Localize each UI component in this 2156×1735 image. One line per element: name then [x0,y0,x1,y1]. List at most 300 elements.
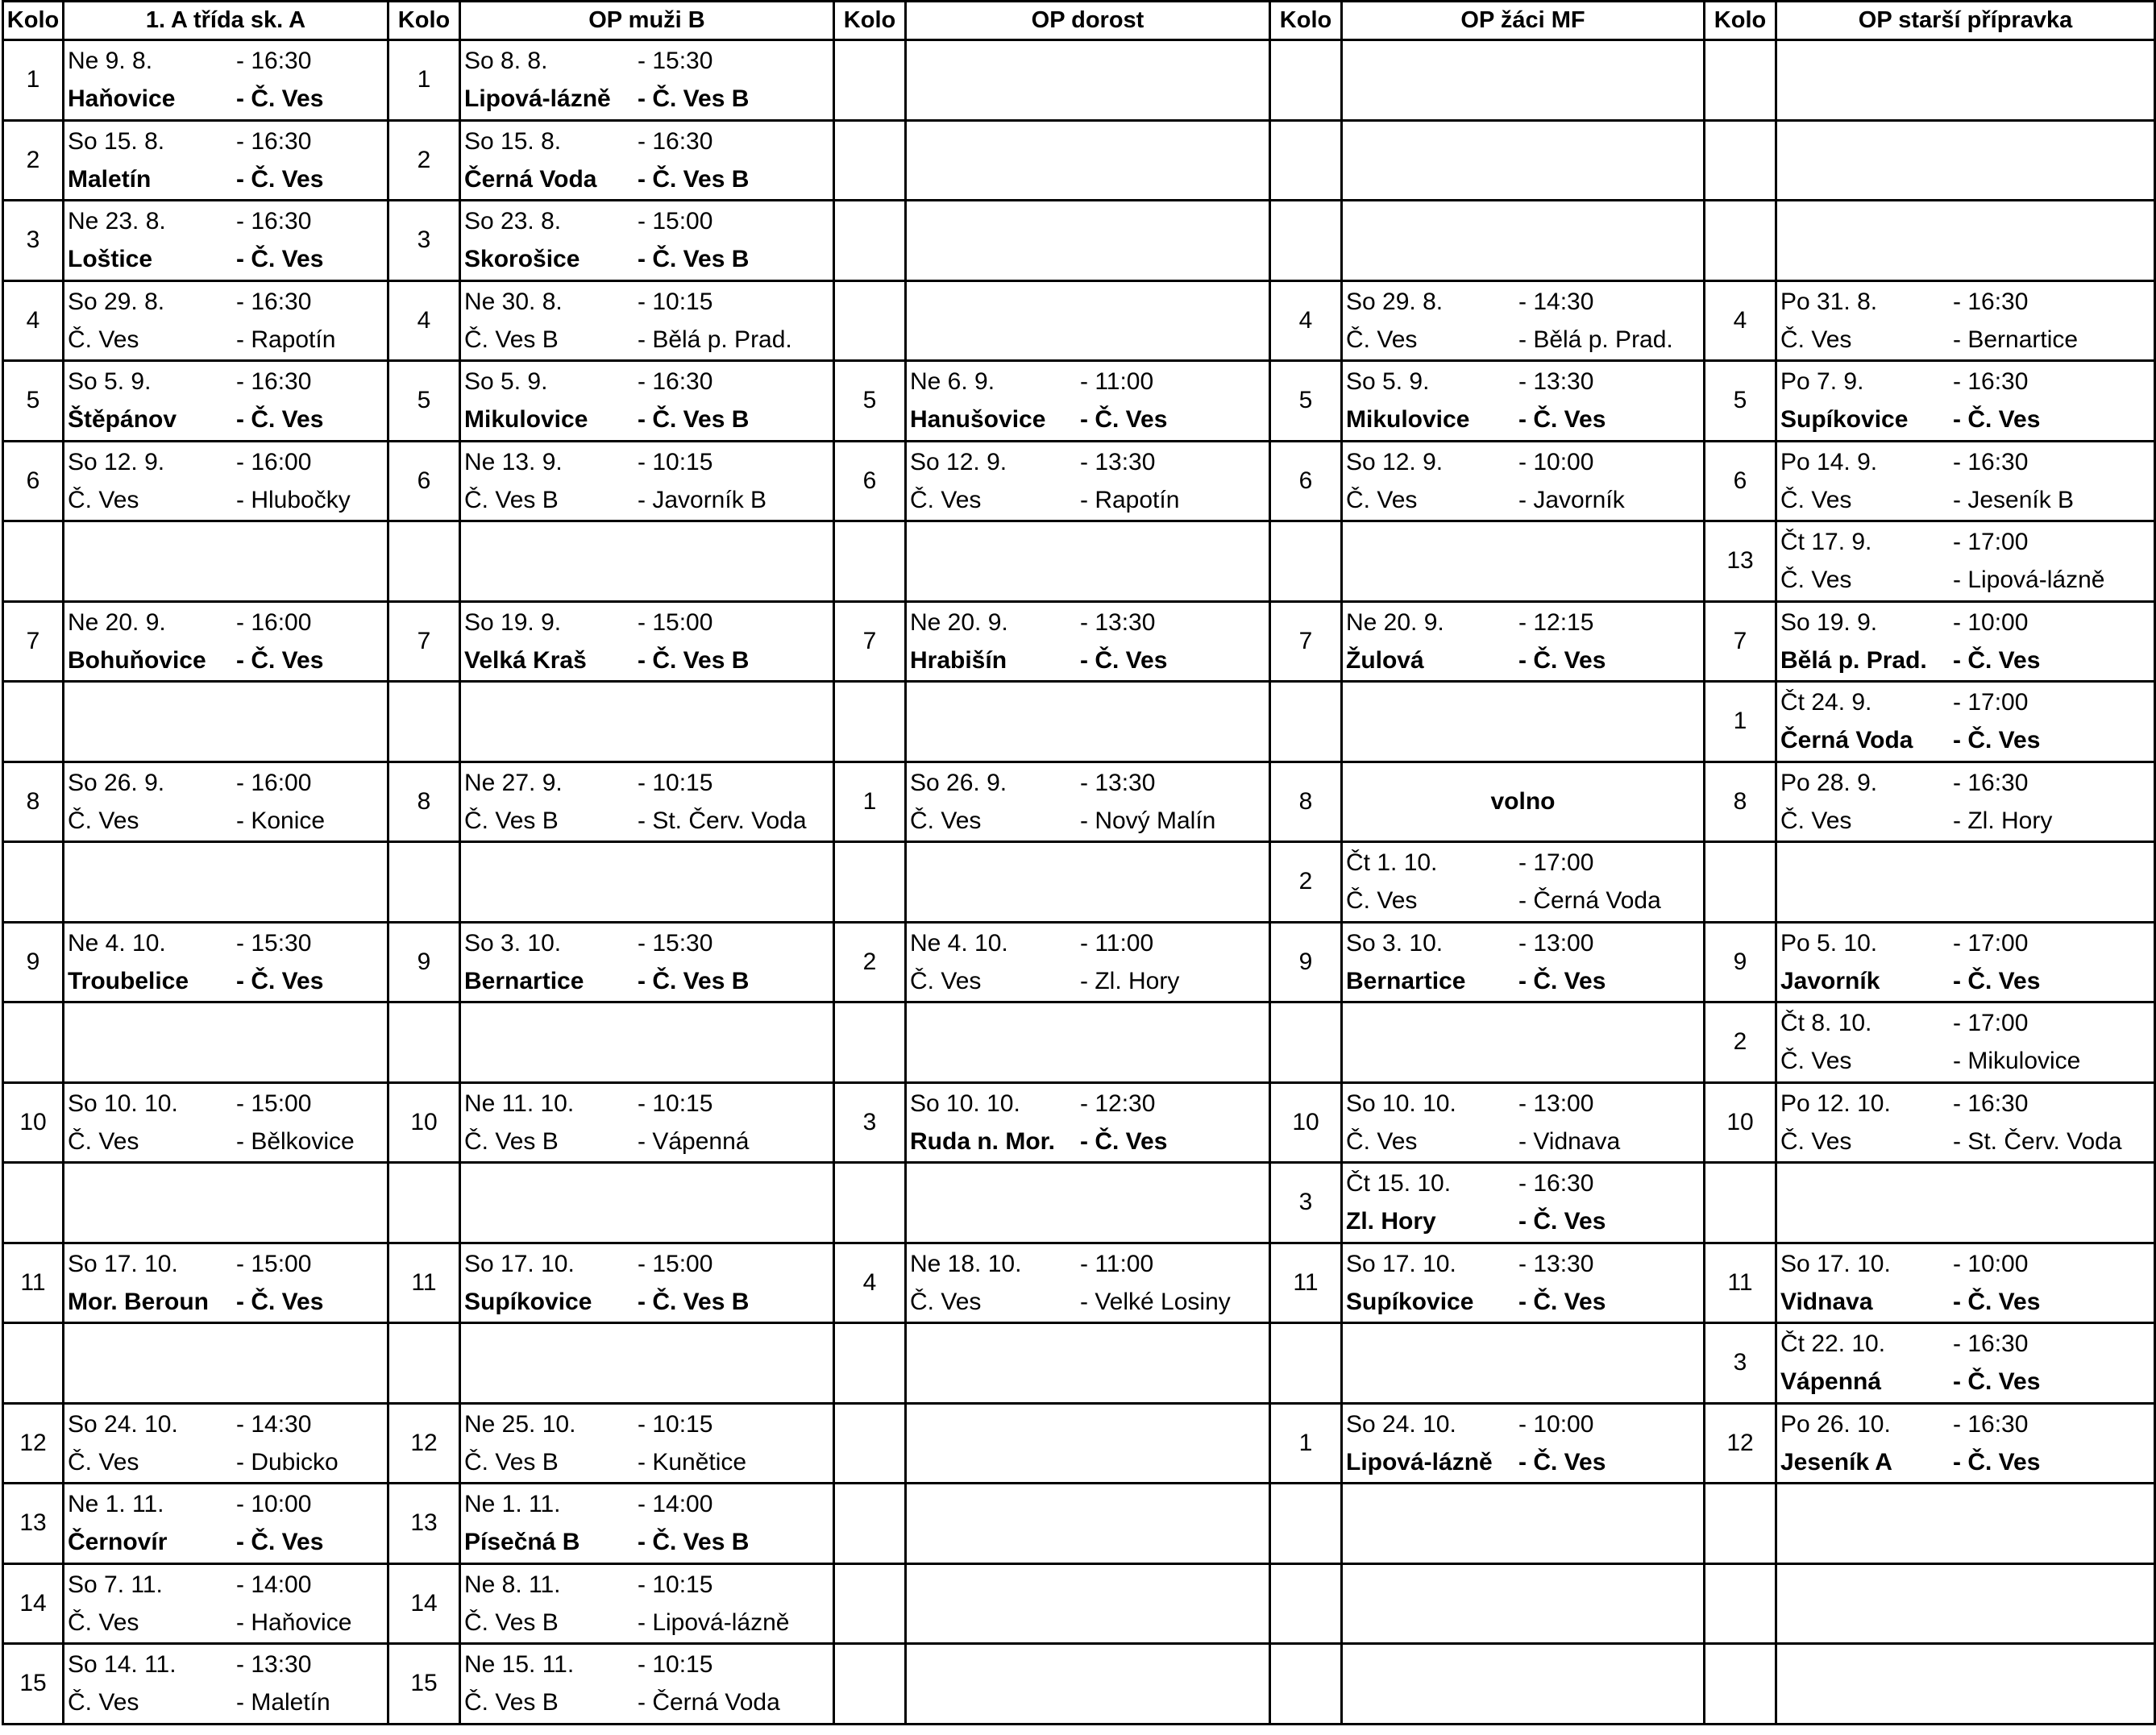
kickoff-time: - 16:30 [1953,1410,2029,1438]
match-teams-line [64,962,387,1000]
empty-round-cell [388,842,460,923]
match-teams-line [64,1443,387,1481]
match-date-time-line [64,122,387,160]
match-teams-line [461,481,833,519]
match-cell [1342,361,1705,442]
home-team: Č. Ves [1780,807,1852,834]
round-number: 8 [1270,762,1342,842]
kickoff-time: - 10:15 [638,769,713,796]
home-team: Ruda n. Mor. [910,1127,1055,1155]
empty-cell [1342,682,1705,762]
empty-cell [906,1163,1270,1243]
schedule-row [3,280,2155,361]
round-number: 1 [1270,1403,1342,1484]
empty-round-cell [834,682,906,762]
match-cell [64,441,388,521]
match-date-time-line [1343,1405,1703,1443]
empty-round-cell [834,521,906,602]
match-cell [1776,682,2155,762]
kickoff-time: - 13:30 [1080,769,1156,796]
match-entry [1777,1004,2154,1080]
match-teams-line [461,1443,833,1481]
kickoff-time: - 16:00 [236,448,312,475]
round-number: 5 [834,361,906,442]
match-cell [64,1563,388,1644]
schedule-row [3,361,2155,442]
match-teams-line [1343,962,1703,1000]
match-date: Ne 13. 9. [464,448,563,475]
match-date: Čt 1. 10. [1346,849,1438,877]
kickoff-time: - 14:00 [638,1491,713,1518]
away-team: - Č. Ves [1080,646,1168,674]
home-team: Troubelice [68,967,189,994]
kickoff-time: - 17:00 [1953,1010,2029,1037]
home-team: Bernartice [464,967,584,994]
match-date: So 5. 9. [1346,368,1430,396]
away-team: - Č. Ves [236,246,324,273]
match-cell [460,120,834,201]
match-date-time-line [1777,1325,2154,1363]
match-cell [1776,1323,2155,1404]
round-number: 2 [3,120,64,201]
match-date: So 12. 9. [68,448,165,475]
match-date: So 24. 10. [68,1410,178,1438]
round-number: 4 [1270,280,1342,361]
empty-cell [1342,1323,1705,1404]
away-team: - Č. Ves [236,967,324,994]
match-date-time-line [1777,443,2154,481]
home-team: Č. Ves [1346,326,1418,353]
kickoff-time: - 10:15 [638,1090,713,1117]
match-cell [1342,1243,1705,1323]
home-team: Č. Ves B [464,326,559,353]
match-teams-line [64,160,387,198]
round-number: 14 [388,1563,460,1644]
match-entry [461,443,833,519]
schedule-row [3,1644,2155,1725]
match-teams-line [1343,1202,1703,1240]
match-date-time-line [461,924,833,962]
match-teams-line [461,1604,833,1642]
round-number: 5 [3,361,64,442]
empty-round-cell [834,1563,906,1644]
away-team: - Dubicko [236,1448,339,1476]
match-teams-line [1343,641,1703,679]
match-date: Ne 15. 11. [464,1651,575,1679]
home-team: Javorník [1780,967,1880,994]
match-date-time-line [461,363,833,401]
match-date: Po 7. 9. [1780,368,1864,396]
round-number: 12 [3,1403,64,1484]
round-number: 11 [1270,1243,1342,1323]
schedule-row [3,521,2155,602]
empty-round-cell [3,521,64,602]
schedule-row [3,201,2155,281]
match-entry [907,443,1269,519]
match-entry [64,1646,387,1721]
match-date-time-line [461,1405,833,1443]
match-date-time-line [64,1405,387,1443]
match-date-time-line [1343,1245,1703,1283]
match-entry [907,604,1269,679]
kickoff-time: - 10:00 [1953,608,2029,636]
home-team: Černá Voda [1780,727,1913,754]
match-date-time-line [461,1085,833,1123]
round-number: 5 [388,361,460,442]
kickoff-time: - 11:00 [1080,929,1154,957]
kickoff-time: - 16:30 [236,208,312,235]
schedule-row [3,1403,2155,1484]
empty-cell [1776,1163,2155,1243]
match-entry [1777,1085,2154,1160]
empty-round-cell [1705,842,1776,923]
match-date-time-line [64,764,387,802]
match-cell [64,922,388,1002]
home-team: Č. Ves [910,967,982,994]
away-team: - Č. Ves B [638,1288,750,1315]
round-number: 3 [1270,1163,1342,1243]
schedule-row [3,1002,2155,1083]
away-team: - Rapotín [1080,486,1180,513]
match-cell [460,40,834,121]
empty-cell [906,40,1270,121]
match-date: So 26. 9. [68,769,165,796]
away-team: - Č. Ves [1518,646,1606,674]
away-team: - Javorník B [638,486,767,513]
column-header-op-starsi-pripravka: OP starší přípravka [1776,2,2155,40]
schedule-row [3,762,2155,842]
empty-round-cell [388,521,460,602]
round-number: 14 [3,1563,64,1644]
home-team: Č. Ves [910,807,982,834]
kickoff-time: - 14:30 [236,1410,312,1438]
empty-cell [1776,842,2155,923]
schedule-row [3,1163,2155,1243]
match-cell [906,601,1270,682]
home-team: Č. Ves [1780,326,1852,353]
empty-cell [1342,1484,1705,1564]
match-date: Po 12. 10. [1780,1090,1891,1117]
column-header-op-zaci-mf: OP žáci MF [1342,2,1705,40]
round-number: 7 [1270,601,1342,682]
kickoff-time: - 13:30 [1080,448,1156,475]
match-teams-line [1343,1443,1703,1481]
match-date: So 29. 8. [1346,288,1444,315]
schedule-row [3,120,2155,201]
away-team: - Lipová-lázně [638,1608,790,1636]
away-team: - Č. Ves [1953,1368,2041,1396]
kickoff-time: - 16:30 [1518,1170,1594,1197]
round-number: 1 [1705,682,1776,762]
round-number: 11 [388,1243,460,1323]
match-entry [64,1085,387,1160]
match-date: So 26. 9. [910,769,1007,796]
round-number: 4 [1705,280,1776,361]
match-entry [1343,1245,1703,1321]
match-entry [461,1646,833,1721]
kickoff-time: - 10:15 [638,288,713,315]
match-date-time-line [907,604,1269,641]
away-team: - Č. Ves B [638,1529,750,1556]
schedule-row [3,842,2155,923]
round-number: 3 [1705,1323,1776,1404]
match-date-time-line [461,764,833,802]
round-number: 12 [388,1403,460,1484]
match-teams-line [907,1283,1269,1321]
empty-cell [906,1002,1270,1083]
match-entry [461,764,833,840]
kickoff-time: - 17:00 [1953,529,2029,556]
home-team: Č. Ves B [464,1448,559,1476]
round-number: 1 [834,762,906,842]
empty-cell [64,1323,388,1404]
match-entry [1343,1405,1703,1481]
round-number: 10 [1705,1082,1776,1163]
match-date: So 5. 9. [68,368,152,396]
match-cell [460,922,834,1002]
empty-round-cell [3,682,64,762]
home-team: Velká Kraš [464,646,587,674]
match-date: So 8. 8. [464,48,548,75]
match-date-time-line [1777,1405,2154,1443]
match-date: So 23. 8. [464,208,562,235]
away-team: - Č. Ves [1953,646,2041,674]
empty-round-cell [1705,1563,1776,1644]
home-team: Maletín [68,165,152,193]
round-number: 7 [1705,601,1776,682]
empty-cell [460,1002,834,1083]
match-cell [906,1082,1270,1163]
match-date-time-line [461,1245,833,1283]
round-number: 3 [388,201,460,281]
match-date-time-line [1343,443,1703,481]
home-team: Bernartice [1346,967,1466,994]
match-entry [907,764,1269,840]
match-entry [461,924,833,1000]
round-number: 8 [3,762,64,842]
kickoff-time: - 16:30 [236,127,312,155]
round-number: 7 [3,601,64,682]
home-team: Lipová-lázně [1346,1448,1493,1476]
match-teams-line [461,1123,833,1160]
match-date: So 17. 10. [1346,1250,1456,1277]
home-team: Č. Ves B [464,1127,559,1155]
schedule-row [3,1323,2155,1404]
round-number: 3 [834,1082,906,1163]
match-teams-line [907,802,1269,840]
round-number: 12 [1705,1403,1776,1484]
away-team: - Č. Ves [236,406,324,434]
match-date: Ne 11. 10. [464,1090,575,1117]
match-entry [461,1085,833,1160]
away-team: - Hlubočky [236,486,351,513]
away-team: - Velké Losiny [1080,1288,1231,1315]
match-teams-line [1343,1283,1703,1321]
empty-cell [64,1163,388,1243]
match-teams-line [461,401,833,438]
schedule-row [3,1082,2155,1163]
match-entry [1343,1164,1703,1240]
match-cell [64,361,388,442]
home-team: Č. Ves B [464,1689,559,1716]
match-teams-line [461,240,833,278]
empty-round-cell [1270,120,1342,201]
empty-round-cell [1705,1484,1776,1564]
column-header-kolo: Kolo [388,2,460,40]
match-cell [1342,922,1705,1002]
empty-cell [906,1403,1270,1484]
away-team: - Černá Voda [638,1689,780,1716]
match-date-time-line [1343,604,1703,641]
match-date: Ne 20. 9. [68,608,166,636]
match-cell [460,1484,834,1564]
home-team: Č. Ves B [464,807,559,834]
empty-round-cell [834,1484,906,1564]
match-date: So 7. 11. [68,1571,163,1598]
match-entry [1777,604,2154,679]
match-entry [461,202,833,278]
kickoff-time: - 13:30 [236,1651,312,1679]
away-team: - Č. Ves [1953,967,2041,994]
schedule-row [3,1484,2155,1564]
round-number: 2 [834,922,906,1002]
match-date: Ne 23. 8. [68,208,166,235]
column-header-kolo: Kolo [1270,2,1342,40]
match-cell [1776,922,2155,1002]
match-entry [907,363,1269,438]
round-number: 2 [388,120,460,201]
home-team: Supíkovice [1780,406,1909,434]
column-header-1a-trida: 1. A třída sk. A [64,2,388,40]
kickoff-time: - 12:30 [1080,1090,1156,1117]
match-entry [461,42,833,118]
match-date-time-line [461,1566,833,1604]
away-team: - St. Červ. Voda [1953,1127,2122,1155]
column-header-kolo: Kolo [3,2,64,40]
kickoff-time: - 16:30 [236,48,312,75]
match-cell [64,1243,388,1323]
match-date-time-line [907,1245,1269,1283]
match-cell [1342,1163,1705,1243]
match-date-time-line [461,122,833,160]
match-teams-line [64,401,387,438]
empty-cell [460,1163,834,1243]
kickoff-time: - 15:30 [236,929,312,957]
match-cell [906,361,1270,442]
match-date-time-line [1343,1164,1703,1202]
match-teams-line [64,1283,387,1321]
kickoff-time: - 14:00 [236,1571,312,1598]
match-teams-line [64,240,387,278]
match-date-time-line [461,283,833,321]
match-date: Po 26. 10. [1780,1410,1891,1438]
home-team: Č. Ves [1780,486,1852,513]
match-date-time-line [64,1646,387,1683]
away-team: - Jeseník B [1953,486,2075,513]
match-entry [1343,924,1703,1000]
away-team: - Č. Ves [1518,1288,1606,1315]
match-date: Ne 6. 9. [910,368,995,396]
match-teams-line [1777,1283,2154,1321]
match-date-time-line [907,1085,1269,1123]
round-number: 11 [3,1243,64,1323]
home-team: Hanušovice [910,406,1046,434]
match-teams-line [907,641,1269,679]
away-team: - Č. Ves B [638,165,750,193]
match-cell [460,762,834,842]
match-date: Čt 24. 9. [1780,689,1872,716]
match-date: Ne 4. 10. [910,929,1008,957]
empty-round-cell [1270,1644,1342,1725]
empty-round-cell [3,1163,64,1243]
home-team: Zl. Hory [1346,1208,1436,1235]
empty-cell [1776,1563,2155,1644]
round-number: 4 [3,280,64,361]
home-team: Č. Ves B [464,1608,559,1636]
empty-cell [906,280,1270,361]
match-date: So 10. 10. [68,1090,178,1117]
away-team: - Č. Ves [236,85,324,113]
match-teams-line [1777,401,2154,438]
empty-cell [1342,40,1705,121]
round-number: 15 [388,1644,460,1725]
match-date-time-line [1777,283,2154,321]
match-teams-line [907,401,1269,438]
round-number: 10 [3,1082,64,1163]
kickoff-time: - 16:30 [1953,448,2029,475]
away-team: - Kunětice [638,1448,747,1476]
match-cell [64,762,388,842]
empty-cell [1342,1002,1705,1083]
schedule-body [3,40,2155,1725]
header-row [3,2,2155,40]
home-team: Loštice [68,246,153,273]
away-team: - Č. Ves B [638,967,750,994]
match-cell [1342,1403,1705,1484]
away-team: - St. Červ. Voda [638,807,807,834]
empty-cell [906,1484,1270,1564]
match-cell [64,120,388,201]
home-team: Č. Ves [910,1288,982,1315]
match-teams-line [1777,802,2154,840]
match-date: Čt 8. 10. [1780,1010,1872,1037]
match-date-time-line [64,604,387,641]
round-number: 10 [1270,1082,1342,1163]
match-date: Čt 15. 10. [1346,1170,1452,1197]
match-entry [1777,443,2154,519]
empty-round-cell [834,1644,906,1725]
match-date: Ne 27. 9. [464,769,563,796]
kickoff-time: - 16:30 [1953,288,2029,315]
match-schedule-table [2,0,2156,1725]
round-number: 13 [388,1484,460,1564]
empty-cell [1776,120,2155,201]
home-team: Č. Ves [1346,887,1418,915]
match-entry [1777,283,2154,359]
match-entry [64,202,387,278]
empty-cell [1776,1644,2155,1725]
match-date: So 19. 9. [1780,608,1878,636]
round-number: 6 [3,441,64,521]
match-teams-line [1777,561,2154,599]
match-cell [1776,1243,2155,1323]
away-team: - Haňovice [236,1608,352,1636]
home-team: Vidnava [1780,1288,1873,1315]
match-date: Ne 8. 11. [464,1571,561,1598]
home-team: Lipová-lázně [464,85,611,113]
empty-round-cell [1270,521,1342,602]
empty-round-cell [3,1002,64,1083]
